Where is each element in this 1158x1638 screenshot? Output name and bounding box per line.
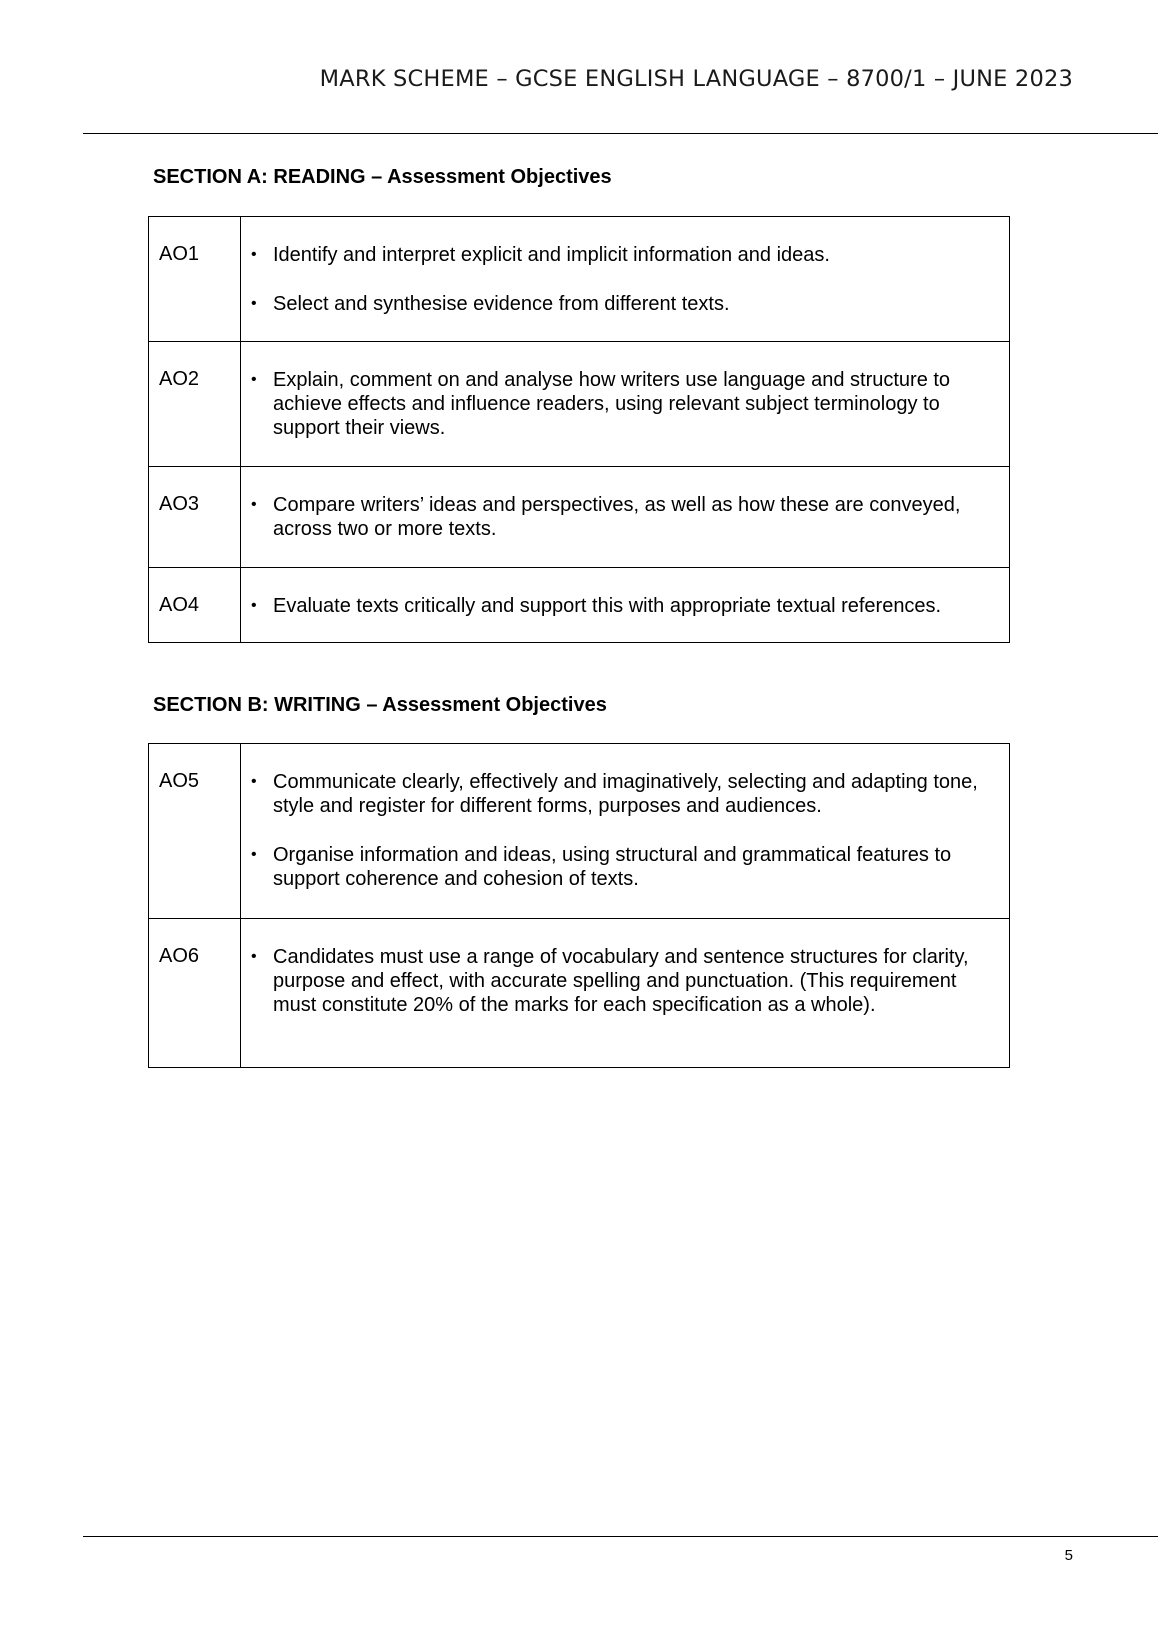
footer-divider: [83, 1536, 1158, 1537]
bullet-icon: •: [251, 773, 257, 790]
section-a-heading: SECTION A: READING – Assessment Objectives: [153, 166, 612, 188]
bullet-icon: •: [251, 295, 257, 312]
ao-code: AO1: [149, 217, 241, 342]
ao-description: [241, 744, 1010, 919]
table-row: [149, 342, 1010, 467]
bullet-item: [251, 368, 1001, 440]
table-row: [149, 744, 1010, 919]
bullet-icon: •: [251, 496, 257, 513]
page-header-title: MARK SCHEME – GCSE ENGLISH LANGUAGE – 8700/1 – JUNE 2023: [319, 66, 1073, 92]
table-row: [149, 467, 1010, 568]
table-row: [149, 568, 1010, 643]
section-b-heading: SECTION B: WRITING – Assessment Objectives: [153, 694, 607, 716]
section-a-table: [148, 216, 1010, 643]
bullet-text: Compare writers’ ideas and perspectives, as well as how these are conveyed, across two or more texts.: [273, 494, 961, 540]
bullet-text: Organise information and ideas, using structural and grammatical features to support coherence and cohesion of texts.: [273, 844, 952, 890]
bullet-icon: •: [251, 246, 257, 263]
bullet-item: [251, 292, 1001, 316]
bullet-icon: •: [251, 371, 257, 388]
header-divider: [83, 133, 1158, 134]
ao-description: [241, 342, 1010, 467]
bullet-text: Select and synthesise evidence from different texts.: [273, 293, 730, 315]
ao-code: AO3: [149, 467, 241, 568]
ao-code: AO5: [149, 744, 241, 919]
ao-description: [241, 217, 1010, 342]
ao-code: AO2: [149, 342, 241, 467]
bullet-icon: •: [251, 597, 257, 614]
ao-description: [241, 919, 1010, 1068]
bullet-text: Identify and interpret explicit and implicit information and ideas.: [273, 244, 830, 266]
bullet-item: [251, 243, 1001, 267]
bullet-text: Candidates must use a range of vocabulary and sentence structures for clarity, purpose and effect, with accurate spelling and punctuation. (This requirement must constitute 20% of the marks for each specification as a whole).: [273, 946, 969, 1016]
bullet-icon: •: [251, 846, 257, 863]
ao-code: AO4: [149, 568, 241, 643]
bullet-item: [251, 770, 1001, 818]
page-number: 5: [1064, 1547, 1073, 1564]
bullet-text: Explain, comment on and analyse how writers use language and structure to achieve effects and influence readers, using relevant subject terminology to support their views.: [273, 369, 951, 439]
bullet-item: [251, 843, 1001, 891]
bullet-item: [251, 493, 1001, 541]
bullet-item: [251, 594, 1001, 618]
bullet-icon: •: [251, 948, 257, 965]
ao-description: [241, 568, 1010, 643]
ao-description: [241, 467, 1010, 568]
bullet-text: Evaluate texts critically and support this with appropriate textual references.: [273, 595, 942, 617]
bullet-text: Communicate clearly, effectively and imaginatively, selecting and adapting tone, style and register for different forms, purposes and audiences.: [273, 771, 978, 817]
table-row: [149, 919, 1010, 1068]
section-b-table: [148, 743, 1010, 1068]
ao-code: AO6: [149, 919, 241, 1068]
bullet-item: [251, 945, 1001, 1017]
table-row: [149, 217, 1010, 342]
